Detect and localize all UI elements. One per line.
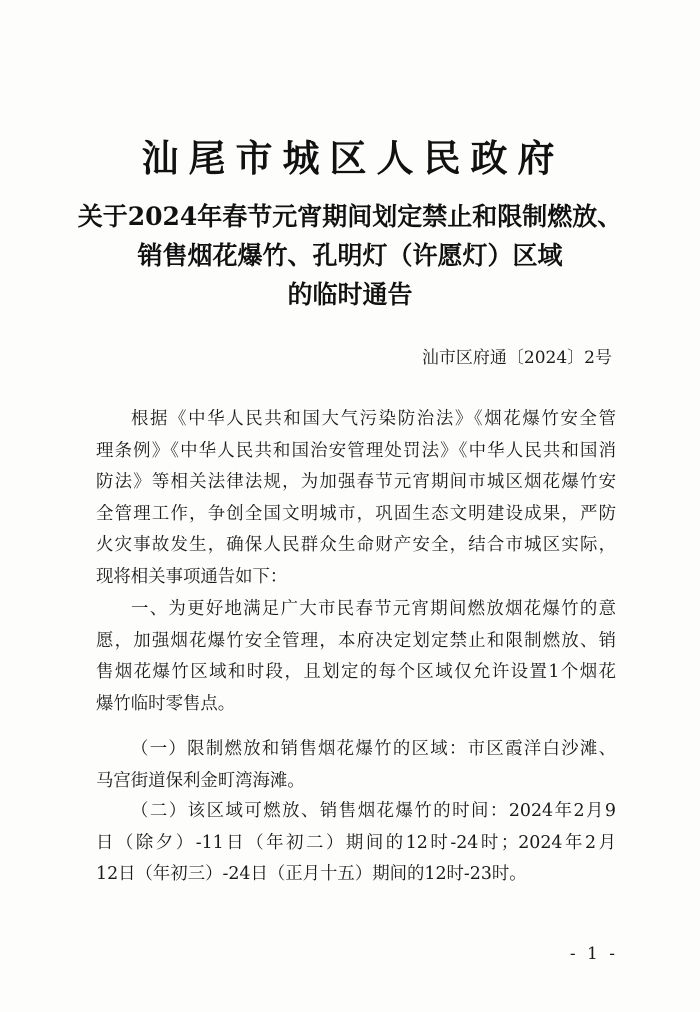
text-line: 一、为更好地满足广大市民春节元宵期间燃放烟花爆竹的意 (131, 599, 616, 619)
notice-title-line-1: 关于2024年春节元宵期间划定禁止和限制燃放、 (77, 202, 623, 231)
text-line: 现将相关事项通告如下： (96, 566, 288, 587)
document-number: 汕市区府通〔2024〕2号 (421, 348, 612, 368)
text-line: （二）该区域可燃放、销售烟花爆竹的时间：2024年2月9 (131, 801, 616, 821)
text-line: 日（除夕）-11日（年初二）期间的12时-24时；2024年2月 (96, 832, 616, 853)
text-line: 根据《中华人民共和国大气污染防治法》《烟花爆竹安全管 (131, 409, 616, 429)
notice-title-line-2: 销售烟花爆竹、孔明灯（许愿灯）区域 (137, 241, 563, 270)
notice-title-line-3: 的临时通告 (287, 280, 413, 309)
text-line: 12日（年初三）-24日（正月十五）期间的12时-23时。 (96, 864, 527, 885)
paragraph-item-1-2 (96, 796, 616, 891)
text-line: 马宫街道保利金町湾海滩。 (96, 770, 305, 791)
page-number: - 1 - (569, 944, 618, 964)
paragraph-item-1 (96, 594, 616, 720)
text-line: 防法》等相关法律法规，为加强春节元宵期间市城区烟花爆竹安 (96, 472, 616, 493)
text-line: （一）限制燃放和销售烟花爆竹的区域：市区霞洋白沙滩、 (131, 739, 616, 759)
paragraph-item-1-1 (96, 734, 616, 797)
paragraph-preamble (96, 404, 616, 594)
issuer-title: 汕尾市城区人民政府 (141, 137, 565, 180)
text-line: 理条例》《中华人民共和国治安管理处罚法》《中华人民共和国消 (96, 440, 616, 461)
text-line: 全管理工作，争创全国文明城市，巩固生态文明建设成果，严防 (96, 503, 616, 524)
text-line: 愿，加强烟花爆竹安全管理，本府决定划定禁止和限制燃放、销 (96, 630, 616, 651)
text-line: 爆竹临时零售点。 (96, 693, 236, 714)
text-line: 售烟花爆竹区域和时段，且划定的每个区域仅允许设置1个烟花 (96, 662, 616, 683)
text-line: 火灾事故发生，确保人民群众生命财产安全，结合市城区实际， (96, 535, 616, 556)
